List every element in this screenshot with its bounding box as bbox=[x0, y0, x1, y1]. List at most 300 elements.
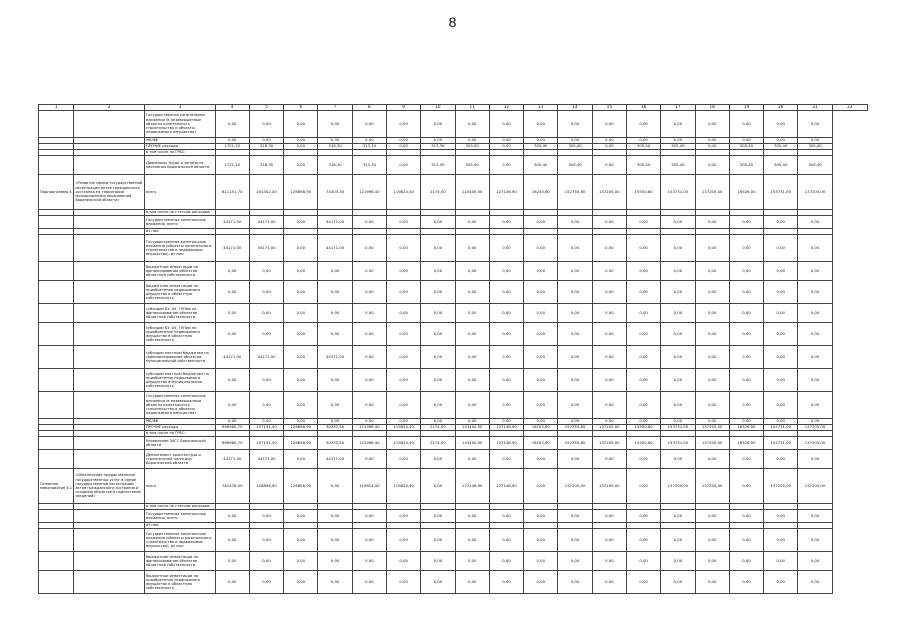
row-status-cell bbox=[39, 281, 74, 304]
row-name-cell: Государственная капитальные вложения (в незавершенные объекты капитального строительства и объекты недвижимого имущества) bbox=[144, 111, 215, 138]
header-cell: 15 bbox=[592, 105, 626, 111]
value-cell: 137205,00 bbox=[695, 175, 729, 210]
value-cell: 0,00 bbox=[524, 392, 558, 419]
value-cell: 0,00 bbox=[387, 323, 421, 346]
value-cell: 0,00 bbox=[249, 304, 283, 323]
value-cell: 0,00 bbox=[729, 450, 763, 469]
value-cell: 0,00 bbox=[661, 369, 695, 392]
value-cell: 0,00 bbox=[626, 323, 660, 346]
value-cell: 0,00 bbox=[661, 323, 695, 346]
value-cell: 0,00 bbox=[729, 346, 763, 369]
value-cell: 44171,00 bbox=[318, 235, 352, 262]
value-cell: 0,00 bbox=[626, 552, 660, 571]
value-cell: 0,00 bbox=[421, 369, 455, 392]
value-cell: 0,00 bbox=[249, 323, 283, 346]
value-cell: 152755,80 bbox=[558, 175, 592, 210]
row-program-cell bbox=[74, 571, 145, 594]
value-cell: 0,00 bbox=[592, 304, 626, 323]
value-cell: 0,00 bbox=[489, 552, 523, 571]
value-cell: 0,00 bbox=[249, 281, 283, 304]
value-cell: 30232,50 bbox=[318, 437, 352, 450]
value-cell: 74403,50 bbox=[318, 175, 352, 210]
value-cell: 0,00 bbox=[387, 346, 421, 369]
value-cell: 44171,00 bbox=[318, 346, 352, 369]
value-cell: 0,00 bbox=[626, 571, 660, 594]
value-cell: 305,40 bbox=[764, 144, 798, 150]
value-cell: 0,00 bbox=[764, 369, 798, 392]
row-name-cell: в том числе по статьям расходов: bbox=[144, 210, 215, 216]
value-cell: 0,00 bbox=[798, 571, 832, 594]
value-cell: 318,30 bbox=[318, 144, 352, 150]
value-cell: 305,40 bbox=[798, 156, 832, 175]
value-cell: 0,00 bbox=[318, 138, 352, 144]
value-cell: 0,00 bbox=[455, 262, 489, 281]
value-cell: 152755,80 bbox=[558, 425, 592, 431]
value-cell: 0,00 bbox=[592, 392, 626, 419]
value-cell: 0,00 bbox=[215, 262, 249, 281]
value-cell: 143400,50 bbox=[455, 425, 489, 431]
value-cell: 696980,70 bbox=[215, 437, 249, 450]
value-cell: 0,00 bbox=[421, 392, 455, 419]
value-cell: 15550,80 bbox=[626, 425, 660, 431]
value-cell: 305,40 bbox=[558, 156, 592, 175]
value-cell: 0,00 bbox=[524, 323, 558, 346]
row-name-cell: МБ/ФБ bbox=[144, 138, 215, 144]
value-cell: 0,00 bbox=[764, 235, 798, 262]
value-cell: 127146,90 bbox=[489, 469, 523, 504]
value-cell: 0,00 bbox=[798, 392, 832, 419]
value-cell: 0,00 bbox=[489, 529, 523, 552]
header-cell: 5 bbox=[249, 105, 283, 111]
value-cell: 0,00 bbox=[249, 392, 283, 419]
value-cell: 0,00 bbox=[764, 419, 798, 425]
row-name-cell: бюджетные инвестиции на финансирование объектов областной собственности bbox=[144, 552, 215, 571]
value-cell: 0,00 bbox=[387, 369, 421, 392]
value-cell: 0,00 bbox=[387, 281, 421, 304]
value-cell: 153731,00 bbox=[764, 175, 798, 210]
value-cell: 0,00 bbox=[524, 235, 558, 262]
value-cell: 0,00 bbox=[455, 281, 489, 304]
value-cell: 44171,00 bbox=[215, 235, 249, 262]
value-cell: 0,00 bbox=[352, 510, 386, 523]
row-name-cell: Дивизионы труда и занятости населения Воронежской области bbox=[144, 156, 215, 175]
table-row bbox=[39, 323, 868, 346]
value-cell: 44171,00 bbox=[318, 216, 352, 229]
value-cell: 0,00 bbox=[626, 469, 660, 504]
value-cell: 0,00 bbox=[626, 529, 660, 552]
row-program-cell bbox=[74, 346, 145, 369]
value-cell: 0,00 bbox=[626, 138, 660, 144]
value-cell: 127146,90 bbox=[489, 425, 523, 431]
value-cell: 0,00 bbox=[215, 281, 249, 304]
row-program-cell bbox=[74, 450, 145, 469]
value-cell: 0,00 bbox=[284, 369, 318, 392]
row-program-cell bbox=[74, 552, 145, 571]
header-cell: 7 bbox=[318, 105, 352, 111]
value-cell: 0,00 bbox=[729, 510, 763, 523]
value-cell: 0,00 bbox=[626, 304, 660, 323]
value-cell: 0,00 bbox=[489, 156, 523, 175]
value-cell: 0,00 bbox=[352, 111, 386, 138]
value-cell: 0,00 bbox=[695, 144, 729, 150]
value-cell: 0,00 bbox=[764, 571, 798, 594]
value-cell: 0,00 bbox=[455, 529, 489, 552]
table-row bbox=[39, 392, 868, 419]
row-name-cell: всего bbox=[144, 175, 215, 210]
row-name-cell: субсидии местным бюджетам на приобретение недвижимого имущества в муниципальную собственность bbox=[144, 369, 215, 392]
value-cell: 121998,40 bbox=[352, 175, 386, 210]
value-cell: 0,00 bbox=[798, 323, 832, 346]
value-cell: 2174,00 bbox=[421, 437, 455, 450]
value-cell: 16526,00 bbox=[729, 437, 763, 450]
value-cell: 0,00 bbox=[558, 235, 592, 262]
row-name-cell: субсидии БУ, АУ, ГУПам на финансирование объектов областной собственности bbox=[144, 304, 215, 323]
value-cell: 126898,90 bbox=[284, 469, 318, 504]
table-row bbox=[39, 156, 868, 175]
value-cell: 0,00 bbox=[729, 262, 763, 281]
value-cell: 0,00 bbox=[455, 111, 489, 138]
value-cell: 0,00 bbox=[387, 138, 421, 144]
table-row bbox=[39, 235, 868, 262]
row-name-cell: в том числе по ГРБС: bbox=[144, 150, 215, 156]
value-cell: 0,00 bbox=[215, 323, 249, 346]
value-cell: 0,00 bbox=[798, 552, 832, 571]
value-cell: 0,00 bbox=[249, 111, 283, 138]
row-status-cell bbox=[39, 510, 74, 523]
row-status-cell bbox=[39, 529, 74, 552]
value-cell: 0,00 bbox=[729, 323, 763, 346]
value-cell: 0,00 bbox=[524, 111, 558, 138]
value-cell: 0,00 bbox=[489, 304, 523, 323]
value-cell: 0,00 bbox=[352, 235, 386, 262]
value-cell: 0,00 bbox=[524, 571, 558, 594]
value-cell: 0,00 bbox=[387, 510, 421, 523]
value-cell: 0,00 bbox=[626, 419, 660, 425]
value-cell: 137205,00 bbox=[592, 425, 626, 431]
value-cell: 137205,00 bbox=[695, 437, 729, 450]
row-name-cell: Государственные капитальные вложения (объекты капитального строительства и недвижимое имущество), из них: bbox=[144, 529, 215, 552]
value-cell: 0,00 bbox=[352, 450, 386, 469]
value-cell: 137205,00 bbox=[592, 469, 626, 504]
value-cell: 0,00 bbox=[455, 216, 489, 229]
value-cell: 126898,90 bbox=[284, 175, 318, 210]
value-cell: 0,00 bbox=[284, 216, 318, 229]
value-cell: 0,00 bbox=[352, 392, 386, 419]
value-cell: 0,00 bbox=[489, 369, 523, 392]
value-cell: 0,00 bbox=[661, 510, 695, 523]
value-cell: 0,00 bbox=[489, 111, 523, 138]
row-name-cell: из них: bbox=[144, 523, 215, 529]
value-cell: 137205,00 bbox=[592, 175, 626, 210]
value-cell: 0,00 bbox=[729, 529, 763, 552]
value-cell: 0,00 bbox=[215, 369, 249, 392]
value-cell: 0,00 bbox=[318, 369, 352, 392]
value-cell: 127146,90 bbox=[455, 469, 489, 504]
value-cell: 137205,00 bbox=[798, 469, 832, 504]
value-cell: 0,00 bbox=[626, 262, 660, 281]
value-cell: 0,00 bbox=[421, 216, 455, 229]
value-cell: 0,00 bbox=[421, 450, 455, 469]
table-row bbox=[39, 111, 868, 138]
value-cell: 0,00 bbox=[215, 138, 249, 144]
value-cell: 0,00 bbox=[764, 281, 798, 304]
value-cell: 0,00 bbox=[352, 138, 386, 144]
value-cell: 0,00 bbox=[729, 369, 763, 392]
value-cell: 0,00 bbox=[798, 529, 832, 552]
value-cell: 0,00 bbox=[284, 281, 318, 304]
value-cell: 0,00 bbox=[558, 392, 592, 419]
value-cell: 0,00 bbox=[729, 111, 763, 138]
value-cell: 0,00 bbox=[387, 144, 421, 150]
row-program-cell bbox=[74, 111, 145, 138]
value-cell: 0,00 bbox=[318, 571, 352, 594]
value-cell: 0,00 bbox=[318, 510, 352, 523]
value-cell: 305,40 bbox=[661, 156, 695, 175]
value-cell: 0,00 bbox=[489, 323, 523, 346]
value-cell: 0,00 bbox=[421, 552, 455, 571]
value-cell: 305,40 bbox=[764, 156, 798, 175]
value-cell: 0,00 bbox=[524, 138, 558, 144]
row-program-cell bbox=[74, 392, 145, 419]
value-cell: 119824,40 bbox=[352, 469, 386, 504]
value-cell: 126898,90 bbox=[284, 425, 318, 431]
value-cell: 0,00 bbox=[524, 450, 558, 469]
value-cell: 0,00 bbox=[798, 346, 832, 369]
value-cell: 318,30 bbox=[249, 144, 283, 150]
value-cell: 0,00 bbox=[387, 262, 421, 281]
value-cell: 0,00 bbox=[592, 346, 626, 369]
table-row bbox=[39, 437, 868, 450]
value-cell: 0,00 bbox=[249, 571, 283, 594]
value-cell: 15550,80 bbox=[626, 175, 660, 210]
row-name-cell: бюджетные инвестиции на приобретение недвижимого имущества в областную собственность bbox=[144, 281, 215, 304]
value-cell: 0,00 bbox=[661, 529, 695, 552]
value-cell: 0,00 bbox=[764, 529, 798, 552]
value-cell: 0,00 bbox=[661, 419, 695, 425]
row-status-cell bbox=[39, 369, 74, 392]
value-cell: 0,00 bbox=[318, 392, 352, 419]
value-cell: 305,40 bbox=[729, 144, 763, 150]
value-cell: 0,00 bbox=[421, 419, 455, 425]
value-cell: 0,00 bbox=[764, 392, 798, 419]
value-cell: 126898,90 bbox=[284, 437, 318, 450]
value-cell: 30232,50 bbox=[318, 425, 352, 431]
row-status-cell bbox=[39, 437, 74, 450]
value-cell: 153731,00 bbox=[764, 425, 798, 431]
value-cell: 0,00 bbox=[661, 111, 695, 138]
value-cell: 0,00 bbox=[421, 138, 455, 144]
header-cell: 21 bbox=[798, 105, 832, 111]
value-cell: 0,00 bbox=[318, 469, 352, 504]
value-cell: 0,00 bbox=[798, 419, 832, 425]
value-cell: 313,30 bbox=[421, 156, 455, 175]
value-cell: 0,00 bbox=[284, 510, 318, 523]
table-row bbox=[39, 216, 868, 229]
row-status-cell bbox=[39, 111, 74, 138]
value-cell: 0,00 bbox=[249, 510, 283, 523]
row-program-cell bbox=[74, 281, 145, 304]
value-cell: 0,00 bbox=[455, 346, 489, 369]
row-program-cell bbox=[74, 369, 145, 392]
value-cell: 0,00 bbox=[215, 571, 249, 594]
value-cell: 0,00 bbox=[318, 323, 352, 346]
value-cell: 0,00 bbox=[352, 529, 386, 552]
value-cell: 0,00 bbox=[421, 510, 455, 523]
value-cell: 0,00 bbox=[284, 392, 318, 419]
value-cell: 0,00 bbox=[489, 144, 523, 150]
row-name-cell: Государственные капитальные вложения, всего bbox=[144, 510, 215, 523]
table-row bbox=[39, 510, 868, 523]
value-cell: 0,00 bbox=[558, 571, 592, 594]
value-cell: 0,00 bbox=[592, 262, 626, 281]
value-cell: 0,00 bbox=[421, 235, 455, 262]
value-cell: 15550,80 bbox=[626, 437, 660, 450]
row-program-cell bbox=[74, 304, 145, 323]
row-status-cell bbox=[39, 323, 74, 346]
value-cell: 0,00 bbox=[764, 552, 798, 571]
value-cell: 0,00 bbox=[318, 304, 352, 323]
value-cell: 0,00 bbox=[764, 450, 798, 469]
value-cell: 153731,00 bbox=[661, 437, 695, 450]
value-cell: 137205,00 bbox=[592, 437, 626, 450]
value-cell: 0,00 bbox=[249, 529, 283, 552]
value-cell: 0,00 bbox=[455, 138, 489, 144]
value-cell: 0,00 bbox=[626, 369, 660, 392]
value-cell: 127146,90 bbox=[489, 437, 523, 450]
value-cell: 0,00 bbox=[387, 450, 421, 469]
value-cell: 0,00 bbox=[284, 529, 318, 552]
value-cell: 0,00 bbox=[455, 304, 489, 323]
value-cell: 16526,00 bbox=[729, 175, 763, 210]
value-cell: 0,00 bbox=[352, 552, 386, 571]
value-cell: 0,00 bbox=[284, 156, 318, 175]
value-cell: 16253,60 bbox=[524, 175, 558, 210]
value-cell: 0,00 bbox=[421, 262, 455, 281]
value-cell: 0,00 bbox=[558, 529, 592, 552]
value-cell: 0,00 bbox=[215, 529, 249, 552]
row-status-cell bbox=[39, 571, 74, 594]
table-row bbox=[39, 450, 868, 469]
value-cell: 0,00 bbox=[352, 571, 386, 594]
value-cell: 0,00 bbox=[661, 304, 695, 323]
value-cell: 44171,00 bbox=[249, 346, 283, 369]
value-cell: 0,00 bbox=[387, 216, 421, 229]
value-cell: 0,00 bbox=[695, 510, 729, 523]
value-cell: 305,40 bbox=[798, 144, 832, 150]
value-cell: 0,00 bbox=[592, 552, 626, 571]
value-cell: 0,00 bbox=[524, 469, 558, 504]
value-cell: 0,00 bbox=[318, 281, 352, 304]
row-name-cell: Государственные капитальные вложения (объекты капитального строительства и недвижимое имущество), из них: bbox=[144, 235, 215, 262]
value-cell: 137205,00 bbox=[695, 469, 729, 504]
value-cell: 16526,00 bbox=[729, 425, 763, 431]
value-cell: 0,00 bbox=[695, 156, 729, 175]
row-name-cell: в том числе по ГРБС: bbox=[144, 431, 215, 437]
row-name-cell: ПРОЧИЕ расходы bbox=[144, 144, 215, 150]
value-cell: 0,00 bbox=[661, 392, 695, 419]
value-cell: 305,40 bbox=[661, 144, 695, 150]
value-cell: 0,00 bbox=[592, 529, 626, 552]
value-cell: 305,40 bbox=[524, 156, 558, 175]
value-cell: 1721,10 bbox=[215, 156, 249, 175]
value-cell: 44171,00 bbox=[318, 450, 352, 469]
value-cell: 143400,50 bbox=[455, 175, 489, 210]
value-cell: 0,00 bbox=[421, 346, 455, 369]
value-cell: 0,00 bbox=[524, 304, 558, 323]
table-row bbox=[39, 281, 868, 304]
row-status-cell: Основное мероприятие 4.1 bbox=[39, 469, 74, 504]
value-cell: 0,00 bbox=[489, 216, 523, 229]
value-cell: 0,00 bbox=[592, 156, 626, 175]
table-row bbox=[39, 346, 868, 369]
value-cell: 0,00 bbox=[592, 419, 626, 425]
value-cell: 137205,00 bbox=[798, 425, 832, 431]
value-cell: 152755,80 bbox=[558, 437, 592, 450]
row-status-cell bbox=[39, 450, 74, 469]
value-cell: 119824,40 bbox=[387, 469, 421, 504]
value-cell: 0,00 bbox=[626, 216, 660, 229]
value-cell: 0,00 bbox=[798, 262, 832, 281]
value-cell: 153731,00 bbox=[661, 175, 695, 210]
value-cell: 0,00 bbox=[489, 138, 523, 144]
value-cell: 305,40 bbox=[455, 144, 489, 150]
row-name-cell: субсидии БУ, АУ, ГУПам на приобретение недвижимого имущества в областную собственность bbox=[144, 323, 215, 346]
value-cell: 0,00 bbox=[215, 304, 249, 323]
value-cell: 0,00 bbox=[284, 552, 318, 571]
value-cell: 0,00 bbox=[489, 571, 523, 594]
value-cell: 137205,00 bbox=[661, 469, 695, 504]
value-cell: 0,00 bbox=[215, 419, 249, 425]
value-cell: 119824,40 bbox=[387, 425, 421, 431]
value-cell: 781478,00 bbox=[215, 469, 249, 504]
value-cell: 0,00 bbox=[421, 304, 455, 323]
value-cell: 0,00 bbox=[524, 369, 558, 392]
value-cell: 0,00 bbox=[558, 552, 592, 571]
value-cell: 0,00 bbox=[455, 552, 489, 571]
value-cell: 0,00 bbox=[455, 323, 489, 346]
value-cell: 696980,70 bbox=[215, 425, 249, 431]
value-cell: 0,00 bbox=[524, 216, 558, 229]
value-cell: 153731,00 bbox=[764, 437, 798, 450]
value-cell: 0,00 bbox=[764, 262, 798, 281]
table-row bbox=[39, 369, 868, 392]
value-cell: 0,00 bbox=[421, 281, 455, 304]
value-cell: 0,00 bbox=[284, 262, 318, 281]
value-cell: 0,00 bbox=[764, 138, 798, 144]
row-name-cell: бюджетные инвестиции на финансирование объектов областной собственности bbox=[144, 262, 215, 281]
value-cell: 0,00 bbox=[284, 235, 318, 262]
value-cell: 0,00 bbox=[284, 138, 318, 144]
value-cell: 0,00 bbox=[661, 571, 695, 594]
row-status-cell bbox=[39, 304, 74, 323]
value-cell: 0,00 bbox=[352, 216, 386, 229]
row-name-cell: МБ/ФБ bbox=[144, 419, 215, 425]
value-cell: 121998,40 bbox=[352, 437, 386, 450]
value-cell: 0,00 bbox=[455, 510, 489, 523]
value-cell: 0,00 bbox=[284, 111, 318, 138]
value-cell: 0,00 bbox=[661, 216, 695, 229]
value-cell: 121998,40 bbox=[352, 425, 386, 431]
header-cell: 19 bbox=[729, 105, 763, 111]
header-cell: 12 bbox=[489, 105, 523, 111]
value-cell: 0,00 bbox=[661, 281, 695, 304]
value-cell: 305,40 bbox=[558, 144, 592, 150]
value-cell: 0,00 bbox=[798, 216, 832, 229]
value-cell: 0,00 bbox=[592, 450, 626, 469]
value-cell: 0,00 bbox=[352, 323, 386, 346]
value-cell: 0,00 bbox=[558, 510, 592, 523]
table-row bbox=[39, 304, 868, 323]
